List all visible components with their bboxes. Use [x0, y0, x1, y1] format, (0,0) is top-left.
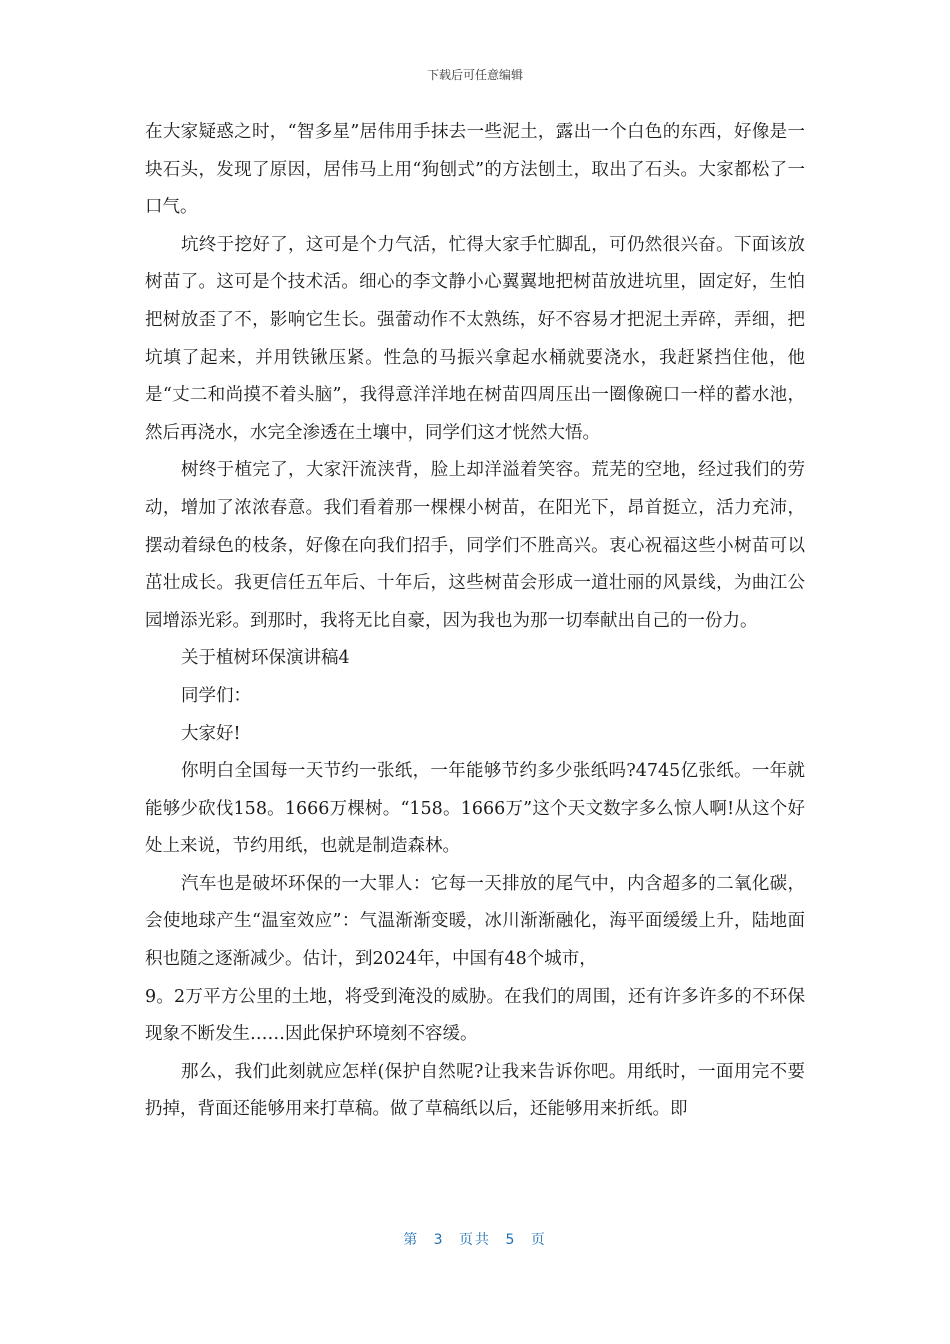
document-body: [145, 114, 805, 1129]
greeting: 大家好!: [181, 723, 241, 744]
paragraph-2: 坑终于挖好了，这可是个力气活，忙得大家手忙脚乱，可仍然很兴奋。下面该放树苗了。这可是个技术活。细心的李文静小心翼翼地把树苗放进坑里，固定好，生怕把树放歪了不，影响它生长。强蕾动作不太熟练，好不容易才把泥土弄碎，弄细，把坑填了起来，并用铁锹压紧。性急的马振兴拿起水桶就要浇水，我赶紧挡住他，他是“丈二和尚摸不着头脑”，我得意洋洋地在树苗四周压出一圈像碗口一样的蓄水池，然后再浇水，水完全渗透在土壤中，同学们这才恍然大悟。: [145, 234, 805, 443]
salutation: 同学们：: [181, 685, 251, 706]
section-heading: 关于植树环保演讲稿4: [181, 648, 350, 669]
page-number-footer: 第 3 页共 5 页: [403, 1232, 547, 1248]
paragraph-6: 9。2万平方公里的土地，将受到淹没的威胁。在我们的周围，还有许多许多的不环保现象不断发生……因此保护环境刻不容缓。: [145, 986, 805, 1045]
paragraph-7: 那么，我们此刻就应怎样(保护自然呢?让我来告诉你吧。用纸时，一面用完不要扔掉，背面还能够用来打草稿。做了草稿纸以后，还能够用来折纸。即: [145, 1061, 805, 1120]
page-header: 下载后可任意编辑: [426, 68, 523, 82]
paragraph-5: 汽车也是破坏环保的一大罪人：它每一天排放的尾气中，内含超多的二氧化碳，会使地球产生“温室效应”：气温渐渐变暖，冰川渐渐融化，海平面缓缓上升，陆地面积也随之逐渐减少。估计，到2024年，中国有48个城市，: [145, 873, 805, 970]
paragraph-4: 你明白全国每一天节约一张纸，一年能够节约多少张纸吗?4745亿张纸。一年就能够少砍伐158。1666万棵树。“158。1666万”这个天文数字多么惊人啊!从这个好处上来说，节约用纸，也就是制造森林。: [145, 761, 805, 857]
paragraph-3: 树终于植完了，大家汗流浃背，脸上却洋溢着笑容。荒芜的空地，经过我们的劳动，增加了浓浓春意。我们看着那一棵棵小树苗，在阳光下，昂首挺立，活力充沛，摆动着绿色的枝条，好像在向我们招手，同学们不胜高兴。衷心祝福这些小树苗可以茁壮成长。我更信任五年后、十年后，这些树苗会形成一道壮丽的风景线，为曲江公园增添光彩。到那时，我将无比自豪，因为我也为那一切奉献出自己的一份力。: [145, 460, 805, 631]
paragraph-1: 在大家疑惑之时，“智多星”居伟用手抹去一些泥土，露出一个白色的东西，好像是一块石头，发现了原因，居伟马上用“狗刨式”的方法刨土，取出了石头。大家都松了一口气。: [145, 122, 805, 218]
